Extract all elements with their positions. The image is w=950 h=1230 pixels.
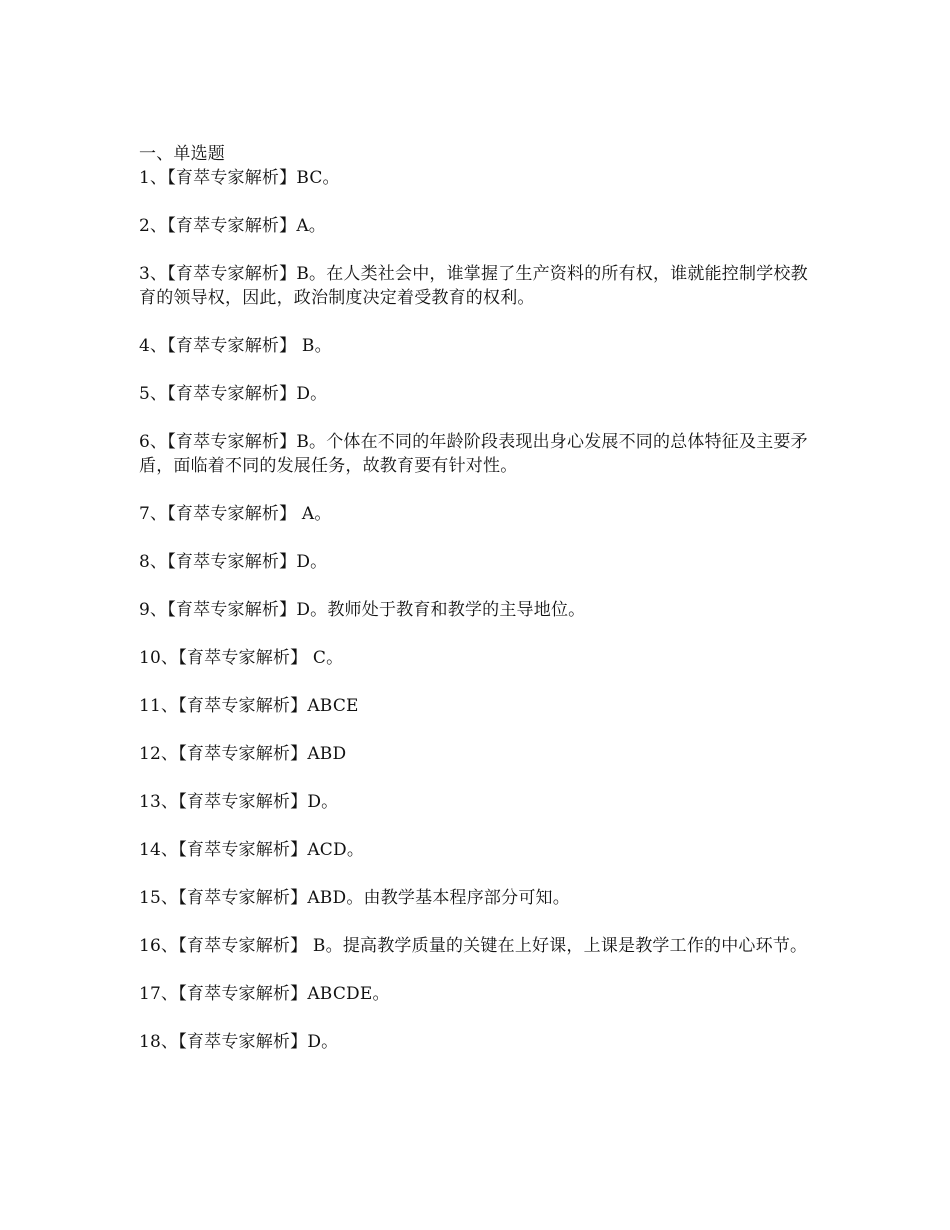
answer-item-1: 1、【育萃专家解析】BC。 (139, 168, 340, 188)
answer-item-18: 18、【育萃专家解析】D。 (139, 1032, 339, 1052)
answer-item-7: 7、【育萃专家解析】 A。 (139, 504, 332, 524)
answer-item-4: 4、【育萃专家解析】 B。 (139, 336, 332, 356)
answer-item-17: 17、【育萃专家解析】ABCDE。 (139, 984, 390, 1004)
answer-explanations (139, 142, 819, 1054)
answer-item-16: 16、【育萃专家解析】 B。提高教学质量的关键在上好课，上课是教学工作的中心环节。 (139, 936, 808, 956)
answer-item-2: 2、【育萃专家解析】A。 (139, 216, 326, 236)
answer-item-12: 12、【育萃专家解析】ABD (139, 744, 347, 764)
answer-item-3: 3、【育萃专家解析】B。在人类社会中，谁掌握了生产资料的所有权，谁就能控制学校教育的领导权，因此，政治制度决定着受教育的权利。 (139, 264, 808, 308)
answer-item-14: 14、【育萃专家解析】ACD。 (139, 840, 365, 860)
answer-item-8: 8、【育萃专家解析】D。 (139, 552, 328, 572)
answer-item-5: 5、【育萃专家解析】D。 (139, 384, 328, 404)
section-title: 一、单选题 (139, 144, 225, 164)
answer-item-9: 9、【育萃专家解析】D。教师处于教育和教学的主导地位。 (139, 600, 586, 620)
answer-item-15: 15、【育萃专家解析】ABD。由教学基本程序部分可知。 (139, 888, 570, 908)
answer-item-10: 10、【育萃专家解析】 C。 (139, 648, 344, 668)
answer-item-11: 11、【育萃专家解析】ABCE (139, 696, 359, 716)
answer-item-13: 13、【育萃专家解析】D。 (139, 792, 339, 812)
answer-item-6: 6、【育萃专家解析】B。个体在不同的年龄阶段表现出身心发展不同的总体特征及主要矛盾，面临着不同的发展任务，故教育要有针对性。 (139, 432, 808, 476)
